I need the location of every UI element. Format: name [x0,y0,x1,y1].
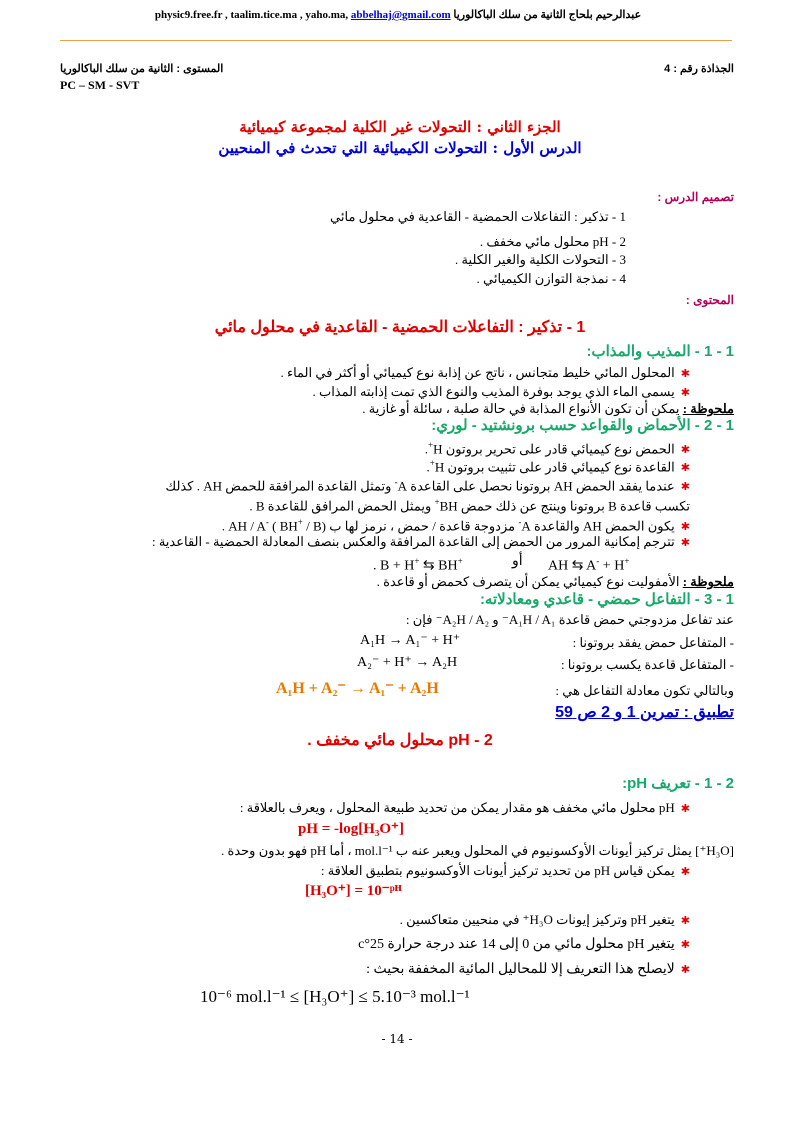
section-1-1-title: 1 - 1 - المذيب والمذاب: [586,343,734,360]
bullet-star-icon: ✱ [680,866,690,878]
lesson-title: الدرس الأول : التحولات الكيميائية التي تحدث في المنحيين [218,139,582,157]
bullet-vary: ✱يتغير pH وتركيز إيونات H₃O⁺ في منحيين متعاكسين . [399,912,690,927]
validity-inequality: 10⁻⁶ mol.l⁻¹ ≤ [H₃O⁺] ≤ 5.10⁻³ mol.l⁻¹ [200,987,470,1006]
s13-intro: عند تفاعل مزدوجتي حمض قاعدة A₁H / A₁⁻ و A₂H / A₂⁻ فإن : [405,612,734,627]
bullet-measure: ✱يمكن قياس pH من تحديد تركيز أيونات الأوكسونيوم بتطبيق العلاقة : [320,863,690,878]
page-header [52,8,744,21]
plan-item-2: 2 - pH محلول مائي مخفف . [479,234,626,249]
react-acid-equation: A₁H → A₁⁻ + H⁺ [360,633,461,648]
line-gain-proton: تكسب قاعدة B بروتونا وينتج عن ذلك حمض BH+ ويمثل الحمض المرافق للقاعدة B . [249,497,690,514]
half-equation-or: أو [512,554,523,569]
react-acid-label: - المتفاعل حمض يفقد بروتونا : [572,635,734,650]
bullet-solution: ✱المحلول المائي خليط متجانس ، ناتج عن إذابة نوع كيميائي أو أكثر في الماء . [280,365,690,380]
page-number: - 14 - [381,1032,413,1046]
header-email-link[interactable]: abbelhaj@gmail.com [350,9,451,21]
bullet-star-icon: ✱ [680,481,690,494]
content-heading: المحتوى : [685,293,734,307]
bullet-lose-proton: ✱عندما يفقد الحمض AH بروتونا نحصل على القاعدة A- وتمثل القاعدة المرافقة للحمض AH . كذلك [165,477,690,494]
bullet-star-icon: ✱ [680,939,690,951]
section-2-title: 2 - pH محلول مائي مخفف . [307,732,493,749]
conc-text: [H₃O⁺] يمثل تركيز أيونات الأوكسونيوم في المحلول ويعبر عنه ب mol.l⁻¹ ، أما pH فهو بدون وحدة . [221,843,734,858]
bullet-star-icon: ✱ [680,462,690,475]
streams-label: PC – SM - SVT [60,78,140,92]
bullet-base: ✱القاعدة نوع كيميائي قادر على تثبيت بروتون H+. [426,458,690,475]
section-1-2-title: 1 - 2 - الأحماض والقواعد حسب برونشتيد - لوري: [431,417,734,434]
ph-def-formula: pH = -log[H₃O⁺] [298,821,404,837]
bullet-acid: ✱الحمض نوع كيميائي قادر على تحرير بروتون H+. [424,440,690,457]
header-author: عبدالرحيم بلحاج الثانية من سلك الباكالوريا [453,9,642,21]
bullet-range: ✱يتغير pH محلول مائي من 0 إلى 14 عند درجة حرارة 25°c [358,937,690,952]
react-base-label: - المتفاعل قاعدة يكسب بروتونا : [560,657,734,672]
half-equation-base: . B + H+ ⇆ BH+ [373,556,463,574]
exercise-link[interactable]: تطبيق : تمرين 1 و 2 ص 59 [555,704,734,721]
bullet-ph-def: ✱pH محلول مائي مخفف هو مقدار يمكن من تحديد طبيعة المحلول ، ويعرف بالعلاقة : [239,800,690,815]
section-1-title: 1 - تذكير : التفاعلات الحمضية - القاعدية في محلول مائي [214,319,586,336]
bullet-star-icon: ✱ [680,964,690,976]
section-1-3-title: 1 - 3 - التفاعل حمضي - قاعدي ومعادلاته: [479,591,734,608]
bullet-star-icon: ✱ [680,537,690,549]
react-base-equation: A₂⁻ + H⁺ → A₂H [357,655,458,670]
bullet-star-icon: ✱ [680,915,690,927]
bullet-star-icon: ✱ [680,368,690,380]
bullet-half-equation: ✱تترجم إمكانية المرور من الحمض إلى القاعدة المرافقة والعكس بنصف المعادلة الحمضية - القاعدية : [151,534,690,549]
note-1: ملحوظة : يمكن أن تكون الأنواع المذابة في حالة صلبة ، سائلة أو غازية . [362,401,734,416]
header-sites: physic9.free.fr , taalim.tice.ma , yaho.ma, [154,9,349,21]
half-equation-acid: AH ⇆ A- + H+ [548,556,630,574]
part-title: الجزء الثاني : التحولات غير الكلية لمجموعة كيميائية [239,118,561,136]
plan-item-1: 1 - تذكير : التفاعلات الحمضية - القاعدية في محلول مائي [330,209,626,224]
plan-item-3: 3 - التحولات الكلية والغير الكلية . [455,252,626,267]
bullet-pair: ✱يكون الحمض AH والقاعدة A- مزدوجة قاعدة / حمض ، نرمز لها ب AH / A- ( BH+ / B) . [221,517,690,534]
plan-heading: تصميم الدرس : [657,190,734,204]
plan-item-4: 4 - نمذجة التوازن الكيميائي . [476,271,626,286]
conc-formula: [H₃O⁺] = 10⁻ᵖᴴ [305,883,402,899]
section-2-1-title: 2 - 1 - تعريف pH: [622,775,734,792]
overall-equation: A₁H + A₂⁻ → A₁⁻ + A₂H [276,680,439,697]
bullet-star-icon: ✱ [680,444,690,457]
header-rule [60,40,732,41]
overall-label: وبالتالي تكون معادلة التفاعل هي : [555,683,734,698]
bullet-star-icon: ✱ [680,803,690,815]
bullet-star-icon: ✱ [680,521,690,534]
sheet-number: الجذاذة رقم : 4 [664,63,734,75]
bullet-solvent: ✱يسمى الماء الذي يوجد بوفرة المذيب والنوع الذي تمت إذابته المذاب . [312,384,690,399]
bullet-star-icon: ✱ [680,387,690,399]
bullet-valid: ✱لايصلح هذا التعريف إلا للمحاليل المائية المخففة بحيث : [366,962,690,977]
note-2: ملحوظة : الأمفوليت نوع كيميائي يمكن أن يتصرف كحمض أو قاعدة . [376,574,734,589]
level-label: المستوى : الثانية من سلك الباكالوريا [60,63,224,75]
